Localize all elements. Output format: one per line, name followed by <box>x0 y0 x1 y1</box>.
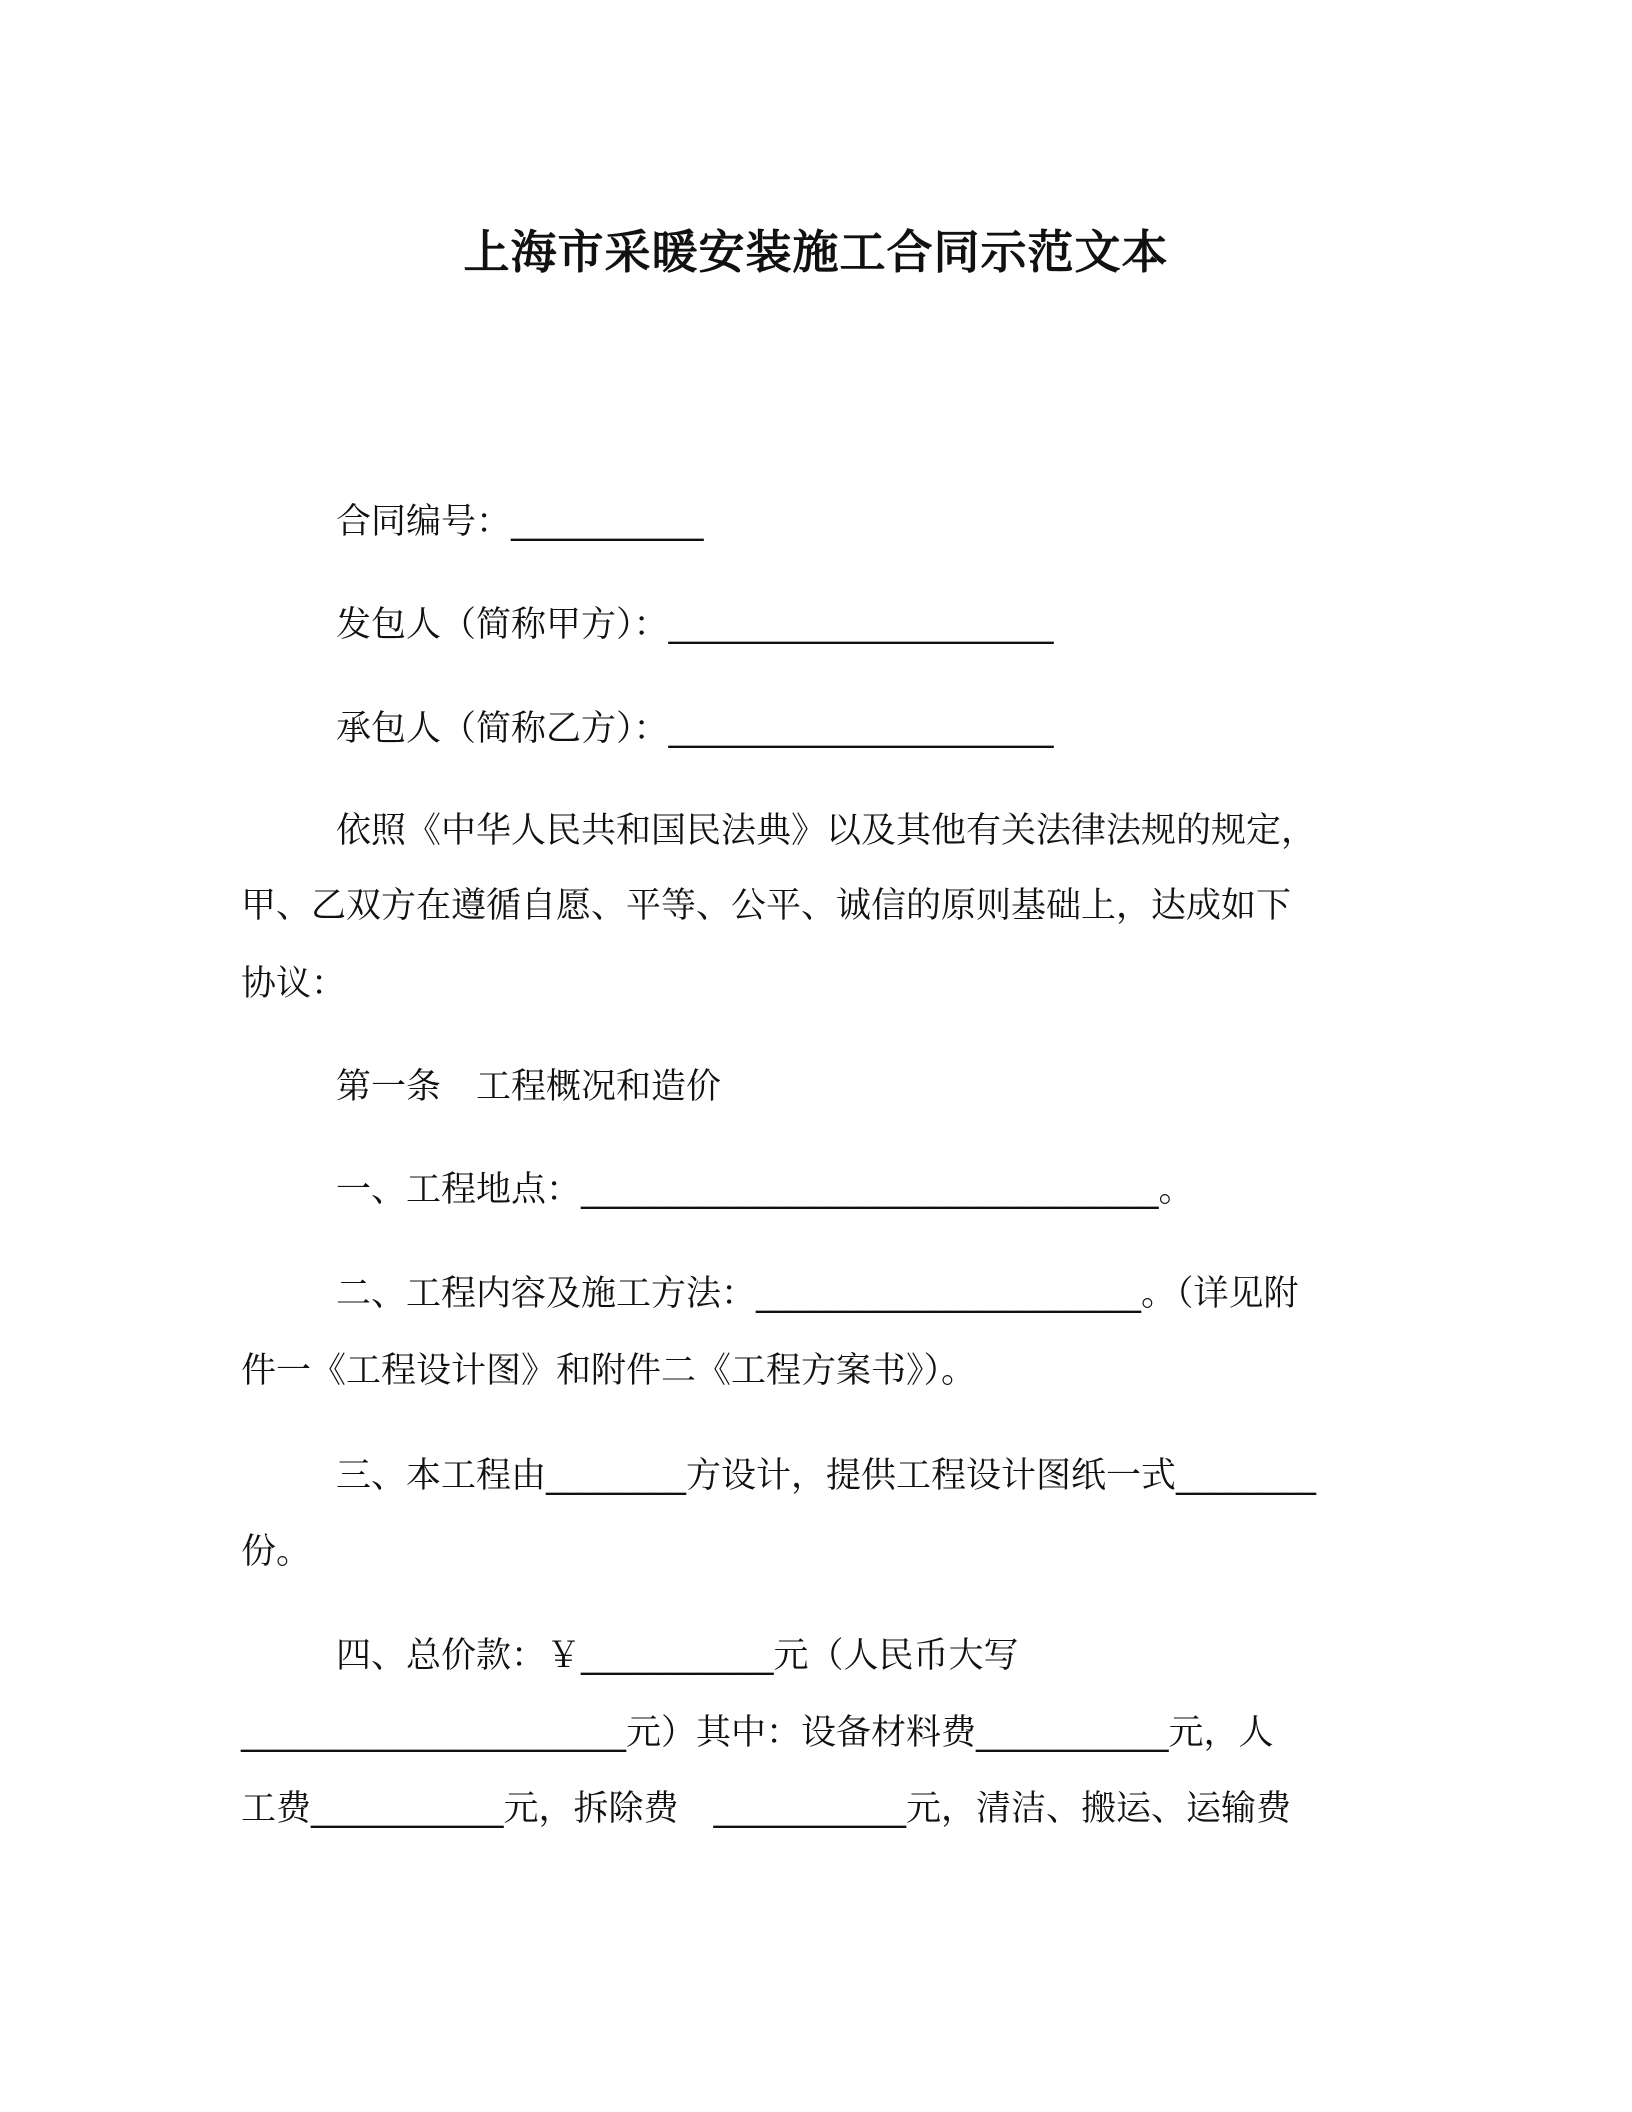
party-b-field: 承包人（简称乙方）：______________________ <box>336 709 1054 749</box>
party-a-field: 发包人（简称甲方）：______________________ <box>336 605 1054 645</box>
paragraph-line: 四、总价款：￥___________元（人民币大写 <box>336 1636 1019 1676</box>
item-1-location: 一、工程地点：_________________________________。 <box>336 1170 1194 1210</box>
paragraph-line: 依照《中华人民共和国民法典》以及其他有关法律法规的规定， <box>336 811 1317 851</box>
paragraph-line: 份。 <box>241 1532 312 1572</box>
paragraph-line: 甲、乙双方在遵循自愿、平等、公平、诚信的原则基础上，达成如下 <box>241 886 1292 926</box>
article-1-heading: 第一条 工程概况和造价 <box>336 1067 722 1107</box>
document-title: 上海市采暖安装施工合同示范文本 <box>463 225 1169 279</box>
paragraph-line: 协议： <box>241 964 347 1004</box>
contract-number-field: 合同编号：___________ <box>336 502 704 542</box>
paragraph-line: 件一《工程设计图》和附件二《工程方案书》）。 <box>241 1351 977 1391</box>
paragraph-line: 二、工程内容及施工方法：______________________。（详见附 <box>336 1274 1299 1314</box>
paragraph-line: 三、本工程由________方设计，提供工程设计图纸一式________ <box>336 1456 1317 1496</box>
paragraph-line: 工费___________元，拆除费 ___________元，清洁、搬运、运输费 <box>241 1789 1292 1829</box>
paragraph-line: ______________________元）其中：设备材料费___________元，人 <box>241 1713 1274 1753</box>
